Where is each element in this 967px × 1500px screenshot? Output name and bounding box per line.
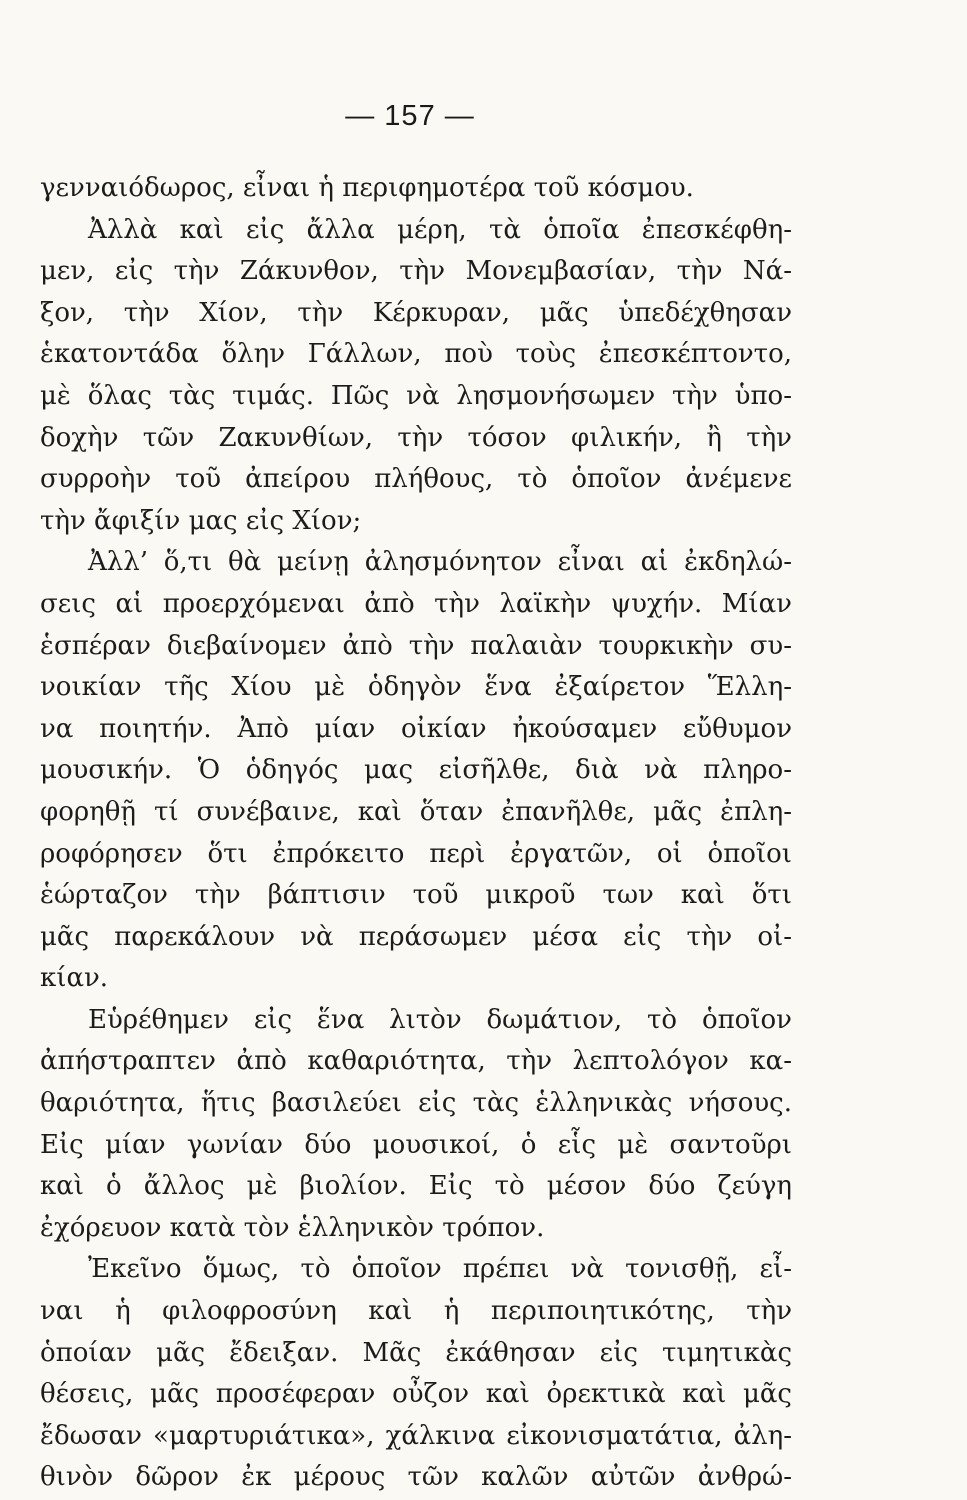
text-line: ἐχόρευον κατὰ τὸν ἑλληνικὸν τρόπον. [40,1212,545,1243]
text-line: ναι ἡ φιλοφροσύνη καὶ ἡ περιποιητικότης, τὴν [40,1296,792,1327]
text-line: τὴν ἄφιξίν μας εἰς Χίον; [40,505,362,536]
text-line: Εὑρέθημεν εἰς ἕνα λιτὸν δωμάτιον, τὸ ὁποῖον [88,1004,792,1035]
text-line: φορηθῇ τί συνέβαινε, καὶ ὅταν ἐπανῆλθε, μᾶς ἐπλη- [40,796,792,827]
text-line: Ἀλλὰ καὶ εἰς ἄλλα μέρη, τὰ ὁποῖα ἐπεσκέφθη- [88,214,792,245]
text-line: μουσικήν. Ὁ ὁδηγός μας εἰσῆλθε, διὰ νὰ πληρο- [40,755,792,786]
text-line: ἔδωσαν «μαρτυριάτικα», χάλκινα εἰκονισματάτια, ἀλη- [40,1420,792,1451]
text-line: θαριότητα, ἥτις βασιλεύει εἰς τὰς ἑλληνικὰς νήσους. [40,1088,792,1119]
text-line: γενναιόδωρος, εἶναι ἡ περιφημοτέρα τοῦ κόσμου. [40,173,694,203]
text-line: ὁποίαν μᾶς ἔδειξαν. Μᾶς ἐκάθησαν εἰς τιμητικὰς [40,1337,792,1368]
text-line: σεις αἱ προερχόμεναι ἀπὸ τὴν λαϊκὴν ψυχήν. Μίαν [40,588,792,619]
body-text [40,168,792,1499]
text-line: θινὸν δῶρον ἐκ μέρους τῶν καλῶν αὐτῶν ἀνθρώ- [40,1462,792,1493]
text-line: μᾶς παρεκάλουν νὰ περάσωμεν μέσα εἰς τὴν οἰ- [40,921,792,952]
text-line: μεν, εἰς τὴν Ζάκυνθον, τὴν Μονεμβασίαν, τὴν Νά- [40,256,792,287]
text-line: δοχὴν τῶν Ζακυνθίων, τὴν τόσον φιλικήν, ἢ τὴν [40,422,792,453]
text-line: Ἐκεῖνο ὅμως, τὸ ὁποῖον πρέπει νὰ τονισθῇ, εἶ- [88,1254,792,1285]
text-line: θέσεις, μᾶς προσέφεραν οὖζον καὶ ὀρεκτικὰ καὶ μᾶς [40,1379,792,1410]
text-line: ἀπήστραπτεν ἀπὸ καθαριότητα, τὴν λεπτολόγον κα- [40,1046,792,1077]
text-line: συρροὴν τοῦ ἀπείρου πλήθους, τὸ ὁποῖον ἀνέμενε [40,464,792,495]
text-line: μὲ ὅλας τὰς τιμάς. Πῶς νὰ λησμονήσωμεν τὴν ὑπο- [40,380,792,411]
page-number: — 157 — [345,100,475,132]
text-line: καὶ ὁ ἄλλος μὲ βιολίον. Εἰς τὸ μέσον δύο ζεύγη [40,1171,792,1202]
text-line: να ποιητήν. Ἀπὸ μίαν οἰκίαν ἠκούσαμεν εὔθυμον [40,713,792,744]
text-line: ἑσπέραν διεβαίνομεν ἀπὸ τὴν παλαιὰν τουρκικὴν συ- [40,630,792,661]
text-line: ξον, τὴν Χίον, τὴν Κέρκυραν, μᾶς ὑπεδέχθησαν [40,297,792,328]
text-line: Ἀλλ’ ὅ,τι θὰ μείνῃ ἀλησμόνητον εἶναι αἱ ἐκδηλώ- [88,547,792,578]
text-line: ἑκατοντάδα ὅλην Γάλλων, ποὺ τοὺς ἐπεσκέπτοντο, [40,339,792,370]
text-line: ἑώρταζον τὴν βάπτισιν τοῦ μικροῦ των καὶ ὅτι [40,880,792,911]
text-line: ροφόρησεν ὅτι ἐπρόκειτο περὶ ἐργατῶν, οἱ ὁποῖοι [40,838,792,869]
text-line: Εἰς μίαν γωνίαν δύο μουσικοί, ὁ εἷς μὲ σαντοῦρι [40,1129,792,1160]
text-line: κίαν. [40,963,109,994]
text-line: νοικίαν τῆς Χίου μὲ ὁδηγὸν ἕνα ἐξαίρετον Ἕλλη- [40,672,792,703]
